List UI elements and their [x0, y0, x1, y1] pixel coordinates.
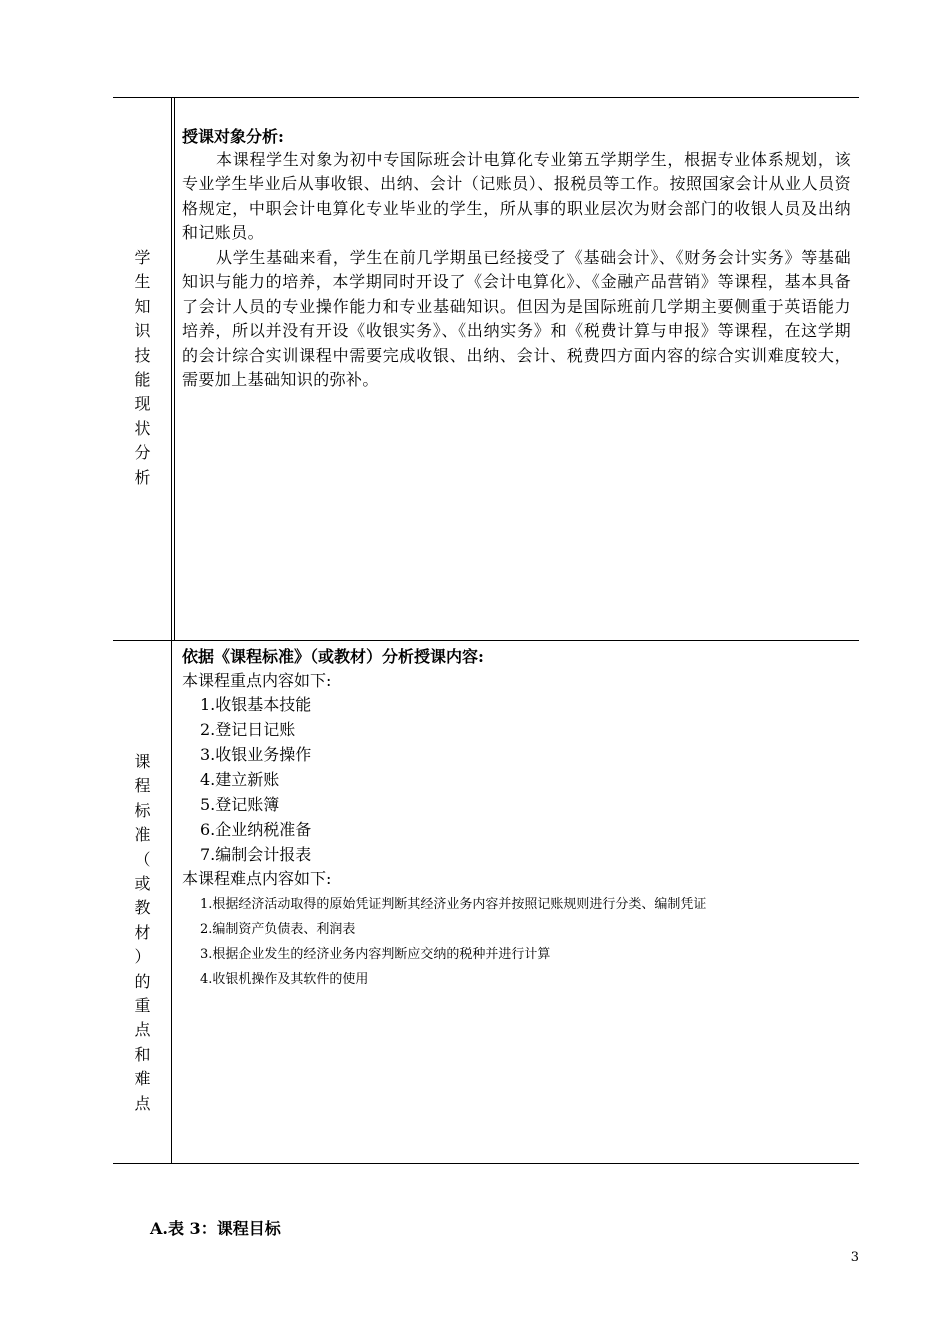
course-standard-label-char: 点 [134, 1093, 151, 1113]
student-analysis-label-char: 识 [134, 321, 151, 341]
course-standard-label-char: 程 [134, 776, 151, 796]
course-standard-label-char: 的 [134, 971, 151, 991]
key-point-item: 5.登记账簿 [200, 795, 280, 814]
course-standard-label-char: 难 [134, 1069, 151, 1089]
student-analysis-label-char: 能 [134, 370, 151, 390]
course-standard-label-char: 教 [134, 898, 151, 918]
table-top-border [113, 97, 859, 98]
course-standard-label-char: 课 [134, 752, 151, 771]
course-standard-label-char: 和 [134, 1044, 151, 1064]
table-column-divider-double [174, 97, 175, 640]
table-bottom-border [113, 1163, 859, 1164]
audience-paragraph-2: 从学生基础来看，学生在前几学期虽已经接受了《基础会计》、《财务会计实务》等基础知识与能力的培养，本学期同时开设了《会计电算化》、《金融产品营销》等课程，基本具备了会计人员的专业操作能力和专业基础知识。但因为是国际班前几学期主要侧重于英语能力培养，所以并没有开设《收银实务》、《出纳实务》和《税费计算与申报》等课程，在这学期的会计综合实训课程中需要完成收银、出纳、会计、税费四方面内容的综合实训难度较大，需要加上基础知识的弥补。 [182, 248, 851, 390]
course-standard-label-char: 或 [134, 874, 151, 894]
student-analysis-label-char: 技 [134, 345, 151, 365]
course-standard-label-char: 重 [134, 996, 151, 1016]
course-standard-label-char: ） [134, 947, 151, 967]
difficult-point-item: 4.收银机操作及其软件的使用 [200, 972, 369, 987]
key-points-intro: 本课程重点内容如下: [182, 671, 332, 690]
course-goals-heading: A.表 3：课程目标 [150, 1219, 281, 1238]
page-number: 3 [850, 1250, 859, 1265]
audience-analysis-heading: 授课对象分析: [182, 127, 284, 146]
key-point-item: 2.登记日记账 [200, 720, 296, 739]
table-row-divider [113, 640, 859, 641]
course-standard-label [114, 750, 171, 1116]
difficult-points-intro: 本课程难点内容如下: [182, 869, 332, 888]
key-point-item: 7.编制会计报表 [200, 845, 312, 864]
course-standard-heading: 依据《课程标准》（或教材）分析授课内容: [182, 647, 484, 666]
student-analysis-label-char: 生 [134, 272, 151, 292]
student-analysis-label-char: 学 [134, 248, 151, 267]
student-analysis-label-char: 析 [134, 467, 151, 487]
difficult-point-item: 2.编制资产负债表、利润表 [200, 922, 356, 937]
audience-paragraph-1: 本课程学生对象为初中专国际班会计电算化专业第五学期学生，根据专业体系规划，该专业学生毕业后从事收银、出纳、会计（记账员）、报税员等工作。按照国家会计从业人员资格规定，中职会计电算化专业毕业的学生，所从事的职业层次为财会部门的收银人员及出纳和记账员。 [182, 150, 851, 243]
student-analysis-label-char: 状 [134, 418, 151, 438]
student-analysis-label-char: 现 [134, 394, 151, 414]
difficult-point-item: 3.根据企业发生的经济业务内容判断应交纳的税种并进行计算 [200, 947, 551, 962]
key-point-item: 3.收银业务操作 [200, 745, 312, 764]
course-standard-label-char: 标 [134, 800, 151, 820]
course-standard-label-char: 材 [134, 922, 151, 942]
key-point-item: 4.建立新账 [200, 770, 280, 789]
course-standard-label-char: 准 [134, 825, 151, 845]
difficult-point-item: 1.根据经济活动取得的原始凭证判断其经济业务内容并按照记账规则进行分类、编制凭证 [200, 897, 707, 912]
student-analysis-label [114, 246, 171, 490]
key-point-item: 1.收银基本技能 [200, 695, 312, 714]
student-analysis-label-char: 知 [134, 296, 151, 316]
course-standard-label-char: 点 [134, 1020, 151, 1040]
student-analysis-label-char: 分 [134, 443, 151, 463]
course-standard-label-char: （ [134, 849, 151, 869]
table-column-divider [171, 97, 172, 1164]
key-point-item: 6.企业纳税准备 [200, 820, 312, 839]
